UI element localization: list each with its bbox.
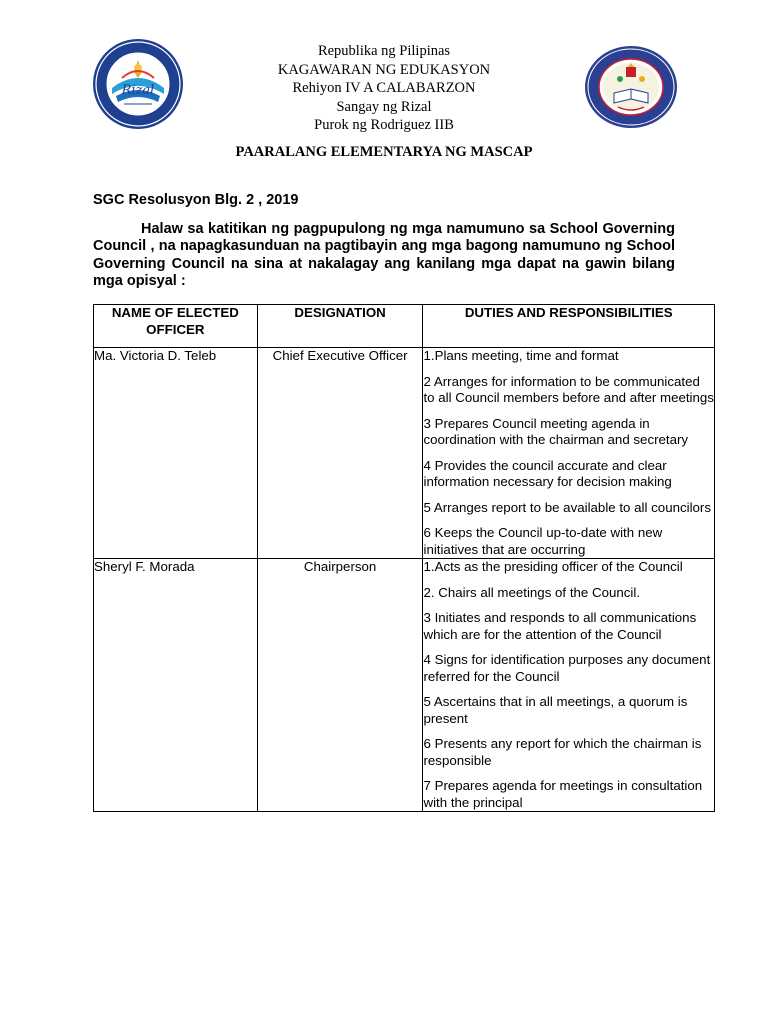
column-header-duties: DUTIES AND RESPONSIBILITIES bbox=[423, 305, 715, 348]
duty-item: 2. Chairs all meetings of the Council. bbox=[423, 584, 641, 600]
officer-name: Sheryl F. Morada bbox=[94, 559, 258, 812]
column-header-name: NAME OF ELECTED OFFICER bbox=[94, 305, 258, 348]
duty-item: 5 Arranges report to be available to all councilors bbox=[423, 499, 712, 515]
duty-item: 3 Prepares Council meeting agenda in coordination with the chairman and secretary bbox=[423, 415, 689, 447]
column-header-designation: DESIGNATION bbox=[257, 305, 423, 348]
duty-item: 4 Signs for identification purposes any document referred for the Council bbox=[423, 652, 711, 684]
officer-name: Ma. Victoria D. Teleb bbox=[94, 348, 258, 559]
duty-item: 3 Initiates and responds to all communications which are for the attention of the Council bbox=[423, 610, 697, 642]
officer-duties bbox=[423, 559, 715, 812]
school-name-heading: PAARALANG ELEMENTARYA NG MASCAP bbox=[235, 144, 533, 160]
header-line: Sangay ng Rizal bbox=[336, 98, 432, 115]
header-line: Purok ng Rodriguez IIB bbox=[314, 117, 454, 133]
officers-table bbox=[93, 304, 715, 812]
intro-paragraph: Halaw sa katitikan ng pagpupulong ng mga namumuno sa School Governing Council , na napagkasunduan na pagtibayin ang mga bagong namumuno ng School Governing Council na sina at nakalagay ang kanilang mga dapat na gawin bilang mga opisyal : bbox=[93, 221, 675, 289]
rizal-logo-text: Rizal bbox=[121, 83, 155, 98]
duty-item: 2 Arranges for information to be communicated to all Council members before and after meetings bbox=[423, 373, 714, 405]
duty-item: 5 Ascertains that in all meetings, a quorum is present bbox=[423, 694, 688, 726]
duty-item: 1.Acts as the presiding officer of the Council bbox=[423, 559, 683, 574]
officer-duties bbox=[423, 348, 715, 559]
table-header-row bbox=[94, 305, 715, 348]
officer-designation: Chief Executive Officer bbox=[257, 348, 423, 559]
header-line: Republika ng Pilipinas bbox=[317, 43, 451, 59]
letterhead bbox=[0, 42, 768, 135]
officer-designation: Chairperson bbox=[257, 559, 423, 812]
header-line: KAGAWARAN NG EDUKASYON bbox=[277, 61, 491, 78]
table-row bbox=[94, 348, 715, 559]
duty-item: 6 Presents any report for which the chairman is responsible bbox=[423, 736, 702, 768]
duty-item: 1.Plans meeting, time and format bbox=[423, 348, 619, 363]
duty-item: 4 Provides the council accurate and clear information necessary for decision making bbox=[423, 457, 672, 489]
duty-item: 6 Keeps the Council up-to-date with new initiatives that are occurring bbox=[423, 525, 663, 557]
resolution-title: SGC Resolusyon Blg. 2 , 2019 bbox=[93, 192, 299, 208]
header-line: Rehiyon IV A CALABARZON bbox=[292, 80, 476, 96]
table-row bbox=[94, 559, 715, 812]
duty-item: 7 Prepares agenda for meetings in consultation with the principal bbox=[423, 778, 703, 810]
